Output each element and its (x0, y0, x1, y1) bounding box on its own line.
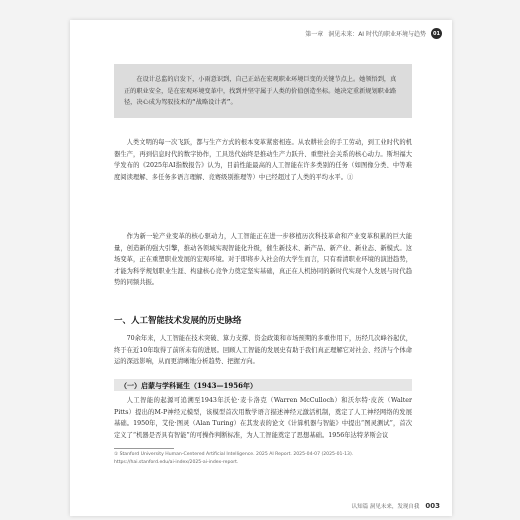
footnote: ① Stanford University Human-Centered Artificial Intelligence. 2025 AI Report. 2025-04-07 (2025-01-13). https://hai.stanford.edu/ai-index/2025-ai-index-report. (114, 452, 354, 465)
page-number: 003 (425, 502, 440, 510)
intro-paragraph-1 (114, 137, 412, 183)
footnote-divider (114, 448, 174, 449)
paragraph-text: 作为新一轮产业变革的核心驱动力，人工智能正在进一步移植历次科技革命和产业变革积累的巨大能量，创造新的强大引擎，推动各领域实现智能化升级，催生新技术、新产品、新产业、新业态、新模式。这场变革，正在重塑职业发展的宏观环境。对于即将步入社会的大学生而言，只有看清职业环境的演进趋势，才能为科学规划职业生涯、构建核心竞争力奠定坚实基础，真正在人机协同的新时代实现个人发展与时代趋势的同频共振。 (114, 233, 412, 287)
paragraph-text: 人工智能的起源可追溯至1943年沃伦·麦卡洛克（Warren McCulloch）和沃尔特·皮茨（Walter Pitts）提出的M-P神经元模型，该模型首次用数学语言描述神经元激活机制，奠定了人工神经网络的发展基础。1950年，艾伦·图灵（Alan Turing）在其发表的论文《计算机器与智能》中提出“图灵测试”，首次定义了“机器是否具有智能”的可操作判断标准，为人工智能奠定了思想基础。1956年达特茅斯会议 (114, 397, 412, 439)
intro-paragraph-2 (114, 231, 412, 289)
subsection-paragraph (114, 395, 412, 441)
footer-label: 认知篇 洞见未来，发现自我 (351, 504, 420, 510)
chapter-label: 第一章 (305, 31, 324, 38)
book-page (70, 20, 452, 516)
subsection-heading: （一）启蒙与学科诞生（1943—1956年） (114, 379, 412, 391)
running-header (305, 28, 442, 39)
callout-text: 在设计总监的启发下，小雨意识到，自己正站在宏观职业环境巨变的关键节点上。她领悟到，真正的职业安全，是在宏观环境变革中，找到并坚守属于人类的价值创造坐标。她决定重新规划职业路径，决心成为驾驭技术的“战略设计者”。 (124, 76, 397, 106)
page-footer (352, 502, 440, 510)
paragraph-text: 人类文明的每一次飞跃，都与生产方式的根本变革紧密相连。从农耕社会的手工劳动，到工业时代的机器生产，再到信息时代的数字协作，工具迭代始终是推动生产力跃升、重塑社会关系的核心动力。斯坦福大学发布的《2025年AI指数报告》认为，目前性能最高的人工智能在许多类别的任务（如图像分类、中等难度阅读理解、多任务多语言理解、竞赛级别推理等）中已经超过了人类的平均水平。① (114, 139, 412, 181)
section-paragraph (114, 333, 412, 368)
chapter-title: 洞见未来：AI 时代的职业环境与趋势 (328, 31, 426, 38)
paragraph-text: 70余年来，人工智能在技术突破、算力支撑、资金政策和市场预期的多重作用下，历经几次峰谷起伏，终于在近10年取得了前所未有的进展。回顾人工智能的发展史有助于我们真正理解它对社会、经济与个体命运的深远影响，从而更清晰地分析趋势、把握方向。 (114, 335, 412, 366)
section-heading: 一、人工智能技术发展的历史脉络 (114, 316, 242, 326)
chapter-badge-icon: 01 (431, 28, 442, 39)
story-callout-box (114, 64, 412, 118)
